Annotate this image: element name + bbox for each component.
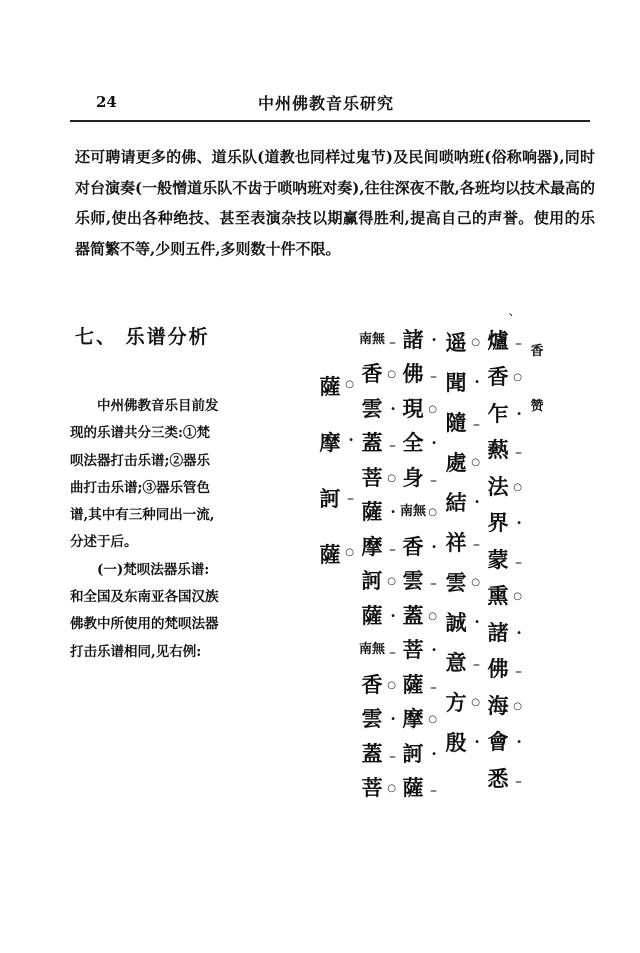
- running-title: 中州佛教音乐研究: [258, 94, 395, 113]
- score-character: 雲: [361, 395, 383, 421]
- paragraph-score-types: 中州佛教音乐目前发现的乐谱共分三类:①梵呗法器打击乐谱;②器乐曲打击乐谱;③器乐管色谱,其中有三种同出一流,分述于后。: [70, 398, 219, 551]
- notation-mark: ○: [387, 576, 396, 588]
- score-character: 菩: [361, 775, 383, 801]
- notation-mark: –: [430, 679, 437, 696]
- scan-mark: ˋ: [508, 313, 515, 329]
- notation-mark: ○: [387, 679, 396, 691]
- score-character: 海: [487, 692, 509, 718]
- score-cell: [357, 633, 396, 668]
- score-cell: [357, 322, 396, 357]
- notation-mark: –: [515, 554, 522, 571]
- notation-mark: ○: [345, 547, 354, 559]
- notation-mark: –: [389, 541, 396, 558]
- score-character: 薩: [319, 541, 341, 567]
- notation-mark: ○: [471, 337, 480, 348]
- score-cell: [398, 495, 437, 530]
- score-cell: [357, 771, 396, 806]
- score-cell: [398, 564, 437, 599]
- score-cell: [398, 529, 437, 564]
- score-character: 身: [402, 464, 424, 490]
- score-cell: [441, 522, 480, 562]
- score-cell: [398, 426, 437, 461]
- score-cell: [398, 667, 437, 702]
- score-character: 薩: [402, 671, 424, 697]
- score-character: 遥: [445, 329, 467, 355]
- score-cell: [398, 357, 437, 392]
- score-character: 蒙: [487, 546, 509, 572]
- score-character: 薩: [361, 499, 383, 525]
- score-cell: [357, 529, 396, 564]
- notation-mark: –: [515, 773, 522, 790]
- score-cell: [357, 702, 396, 737]
- notation-mark: –: [473, 417, 480, 433]
- score-character: 蓋: [361, 740, 383, 766]
- score-cell: [357, 426, 396, 461]
- score-cell: [483, 760, 522, 797]
- score-title-char: 香: [530, 344, 544, 359]
- notation-mark: –: [473, 537, 480, 553]
- notation-mark: ○: [471, 577, 480, 588]
- notation-mark: •: [390, 714, 396, 726]
- score-column: [398, 322, 437, 805]
- score-character: 誠: [445, 609, 467, 635]
- score-cell: [357, 357, 396, 392]
- score-character: 菩: [361, 464, 383, 490]
- score-character: 雲: [361, 706, 383, 732]
- score-cell: [398, 460, 437, 495]
- score-cell: [483, 724, 522, 761]
- notation-mark: •: [431, 748, 437, 760]
- score-cell: [398, 633, 437, 668]
- score-character: 意: [445, 649, 467, 675]
- score-cell: [483, 505, 522, 542]
- score-cell: [357, 564, 396, 599]
- score-character: 法: [487, 473, 509, 499]
- notation-mark: –: [389, 748, 396, 765]
- score-cell: [483, 578, 522, 615]
- score-cell: [483, 541, 522, 578]
- notation-mark: •: [390, 610, 396, 622]
- notation-mark: –: [389, 645, 396, 662]
- notation-mark: ○: [387, 783, 396, 795]
- notation-mark: –: [515, 445, 522, 462]
- score-character: 南無: [399, 504, 426, 520]
- notation-mark: •: [474, 497, 480, 508]
- notation-mark: ○: [513, 481, 522, 493]
- score-character: 雲: [445, 569, 467, 595]
- notation-mark: ○: [428, 714, 437, 726]
- score-character: 訶: [319, 485, 341, 511]
- score-character: 悉: [487, 765, 509, 791]
- score-cell: [483, 687, 522, 724]
- score-cell: [441, 722, 480, 762]
- score-cell: [441, 642, 480, 682]
- score-character: 摩: [402, 706, 424, 732]
- score-cell: [315, 358, 354, 414]
- notation-mark: •: [516, 518, 522, 530]
- score-cell: [357, 495, 396, 530]
- score-character: 爇: [487, 437, 509, 463]
- score-cell: [357, 736, 396, 771]
- score-character: 薩: [319, 373, 341, 399]
- notation-mark: ○: [513, 591, 522, 603]
- notation-mark: ○: [513, 372, 522, 384]
- notation-mark: –: [389, 438, 396, 455]
- score-character: 香: [487, 364, 509, 390]
- score-cell: [315, 414, 354, 470]
- score-character: 摩: [361, 533, 383, 559]
- score-cell: [357, 460, 396, 495]
- score-cell: [483, 432, 522, 469]
- notation-mark: –: [430, 369, 437, 386]
- notation-mark: –: [389, 334, 396, 351]
- score-cell: [441, 482, 480, 522]
- score-cell: [441, 682, 480, 722]
- notation-mark: •: [431, 438, 437, 450]
- score-character: 熏: [487, 583, 509, 609]
- score-cell: [398, 702, 437, 737]
- notation-mark: •: [516, 627, 522, 639]
- score-character: 諸: [487, 619, 509, 645]
- notation-mark: –: [515, 335, 522, 352]
- score-character: 祥: [445, 529, 467, 555]
- score-character: 全: [402, 430, 424, 456]
- score-character: 乍: [487, 400, 509, 426]
- score-character: 菩: [402, 637, 424, 663]
- score-character: 南無: [358, 331, 385, 347]
- score-cell: [315, 526, 354, 582]
- notation-mark: ○: [471, 457, 480, 468]
- score-character: 會: [487, 729, 509, 755]
- notation-mark: •: [348, 435, 354, 447]
- score-character: 南無: [358, 642, 385, 658]
- score-character: 諸: [402, 326, 424, 352]
- score-cell: [398, 391, 437, 426]
- score-character: 佛: [487, 656, 509, 682]
- score-cell: [398, 598, 437, 633]
- score-character: 香: [361, 361, 383, 387]
- score-cell: [483, 614, 522, 651]
- score-character: 香: [361, 671, 383, 697]
- notation-mark: •: [474, 737, 480, 748]
- score-cell: [398, 771, 437, 806]
- score-character: 爐: [487, 327, 509, 353]
- score-character: 薩: [402, 775, 424, 801]
- notation-mark: ○: [471, 697, 480, 708]
- notation-mark: ○: [345, 379, 354, 391]
- body-column: [70, 393, 222, 666]
- score-title-char: 赞: [530, 399, 544, 414]
- notation-mark: ○: [387, 472, 396, 484]
- notation-mark: –: [430, 783, 437, 800]
- score-cell: [398, 322, 437, 357]
- score-cell: [357, 667, 396, 702]
- notation-mark: •: [390, 403, 396, 415]
- notation-mark: •: [474, 377, 480, 388]
- notation-mark: •: [431, 334, 437, 346]
- score-column: [483, 322, 522, 797]
- score-character: 訶: [361, 568, 383, 594]
- score-character: 方: [445, 689, 467, 715]
- score-column: [441, 322, 480, 762]
- score-character: 殷: [445, 729, 467, 755]
- notation-mark: •: [474, 617, 480, 628]
- score-character: 隨: [445, 409, 467, 435]
- score-title: [528, 340, 546, 414]
- notation-mark: ○: [428, 610, 437, 622]
- score-column: [315, 358, 354, 582]
- score-character: 界: [487, 510, 509, 536]
- score-cell: [483, 651, 522, 688]
- score-cell: [441, 322, 480, 362]
- score-cell: [483, 395, 522, 432]
- score-character: 薩: [361, 602, 383, 628]
- score-cell: [441, 362, 480, 402]
- score-character: 現: [402, 395, 424, 421]
- section-heading: 七、 乐谱分析: [75, 326, 210, 348]
- score-character: 雲: [402, 568, 424, 594]
- notation-mark: –: [430, 576, 437, 593]
- score-cell: [483, 359, 522, 396]
- score-character: 香: [402, 533, 424, 559]
- notation-mark: –: [515, 664, 522, 681]
- score-cell: [441, 402, 480, 442]
- notation-mark: ○: [428, 403, 437, 415]
- notation-mark: –: [430, 472, 437, 489]
- score-cell: [441, 562, 480, 602]
- paragraph-fanbei-scores: (一)梵呗法器乐谱:和全国及东南亚各国汉族佛教中所使用的梵呗法器打击乐谱相同,见右例:: [70, 561, 219, 660]
- notation-mark: •: [516, 408, 522, 420]
- score-character: 聞: [445, 369, 467, 395]
- notation-mark: ○: [513, 700, 522, 712]
- score-character: 結: [445, 489, 467, 515]
- notation-mark: ○: [387, 369, 396, 381]
- notation-mark: •: [516, 737, 522, 749]
- intro-paragraph: 还可聘请更多的佛、道乐队(道教也同样过鬼节)及民间唢呐班(俗称响器),同时对台演奏(一般憎道乐队不齿于唢呐班对奏),往往深夜不散,各班均以技术最高的乐师,使出各种绝技、甚至表演杂技以期赢得胜利,提高自己的声誉。使用的乐器简繁不等,少则五件,多则数十件不限。: [75, 148, 595, 258]
- score-column: [357, 322, 396, 805]
- notation-mark: –: [347, 491, 354, 508]
- score-cell: [315, 470, 354, 526]
- score-character: 蓋: [361, 430, 383, 456]
- score-character: 訶: [402, 740, 424, 766]
- notation-mark: –: [473, 657, 480, 673]
- score-cell: [357, 391, 396, 426]
- score-character: 蓋: [402, 602, 424, 628]
- notation-mark: ○: [428, 507, 437, 519]
- notation-mark: •: [431, 541, 437, 553]
- score-cell: [357, 598, 396, 633]
- score-cell: [483, 468, 522, 505]
- score-character: 佛: [402, 361, 424, 387]
- notation-mark: •: [390, 507, 396, 519]
- score-cell: [441, 442, 480, 482]
- score-character: 處: [445, 449, 467, 475]
- notation-mark: •: [431, 645, 437, 657]
- score-cell: [441, 602, 480, 642]
- score-character: 摩: [319, 429, 341, 455]
- header-rule: [70, 120, 590, 122]
- score-cell: [398, 736, 437, 771]
- page-number: 24: [96, 93, 117, 111]
